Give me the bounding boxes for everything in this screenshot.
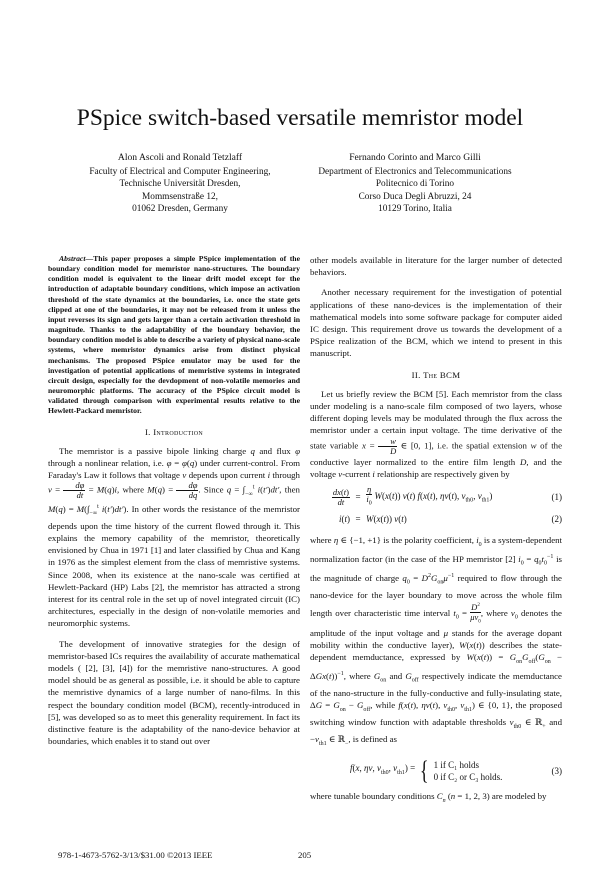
abstract-text: —This paper proposes a simple PSpice implementation of the boundary condition model for memristor nano-structures. The boundary condition model is equivalent to the linear drift model except for the introduction of adaptable boundary conditions, which impose an activation threshold of the state dynamics at the boundaries, i.e. once the state gets clipped at one of the boundaries, it may not be released from it unless the input reverses its sign and gets larger than a certain activation threshold in magnitude. Thanks to the adaptability of the boundary behavior, the boundary condition model is able to describe a variety of physical nano-scale systems, where memristor dynamics arise from distinct physical mechanisms. The proposed PSpice emulator may be used for the investigation of potential applications of memristive systems in integrated circuit design, especially for the devdopment of non-volatile memories and neuromorphic platforms. The accuracy of the PSpice circuit model is validated through comparison with experimental results relative to the Hewlett-Packard memristor. bbox=[48, 254, 300, 416]
affiliation-line: Technische Universität Dresden, bbox=[119, 179, 241, 190]
paper-title: PSpice switch-based versatile memristor model bbox=[76, 105, 524, 131]
author-names: Fernando Corinto and Marco Gilli bbox=[349, 152, 481, 163]
affiliation-line: 01062 Dresden, Germany bbox=[132, 204, 228, 215]
section-title: Introduction bbox=[153, 426, 204, 437]
left-column bbox=[48, 254, 300, 747]
affiliation-line: Faculty of Electrical and Computer Engineering, bbox=[89, 166, 271, 177]
right-paragraph-1: other models available in literature for the larger number of detected behaviors. bbox=[310, 255, 562, 278]
equation-3-case-1: 1 if C₁ holds bbox=[433, 759, 480, 770]
affiliation-line: Mommsenstraße 12, bbox=[142, 191, 218, 202]
intro-paragraph-2: The development of innovative strategies for the design of memristor-based ICs requires the availability of accurate mathematical models ( [2], [3], [4]) for the memristive nano-structures. A good model should be as general as possible, i.e. it should be able to capture the memristive dynamics of a large number of nano-films. In this respect the boundary condition model (BCM), recently-introduced in [5], was developed so as to meet this generality requirement. In fact its distinctive feature is the adaptability of the nano-device behavior at boundaries, which enables it to stand out over bbox=[48, 638, 300, 747]
equation-1: $\frac{dx(t)}{dt}$ = $\frac{\eta}{i_0}$ W(x(t)) v(t) f(x(t), ηv(t), $v_{th0}$, $v_{th1}$) (1) bbox=[332, 484, 562, 507]
bcm-paragraph-2: where η ∈ {−1, +1} is the polarity coefficient, $i_0$ is a system-dependent normalization factor (in the case of the HP memristor [2] $i_0 = q_0t_0^{-1}$ is the magnitude of charge $q_0 = D^2G_{on}\mu^{-1}$ required to flow through the nano-device for the layer boundary to move across the whole film length over characteristic time interval $t_0$ = $\frac{D^2}{\mu v_0}$ , where $v_0$ denotes the amplitude of the input voltage and μ stands for the average dopant mobility within the conductive layer), W(x(t)) describes the state-dependent memductance, expressed by $W(x(t)) = G_{on}G_{off}(G_{on} - \Delta Gx(t))^{-1}$, where $G_{on}$ and $G_{off}$ respectively indicate the memductance of the nano-structure in the fully-conductive and fully-insulating state, $\Delta G = G_{on} - G_{off}$, while f(x(t), ηv(t), $v_{th0}$, $v_{th1}$) ∈ {0, 1}, the proposed switching window function with adaptable thresholds $v_{th0}$ ∈ ℝ$_+$ and $-v_{th1}$ ∈ ℝ$_-$, is defined as bbox=[310, 535, 563, 747]
intro-paragraph-1: The memristor is a passive bipole linking charge q and flux φ through a nonlinear relation, i.e. φ = φ(q) under current-control. From Faraday's Law it follows that voltage v depends upon current i through v = $\frac{d\varphi}{dt}$ = M(q)i, where M(q) = $\frac{d\varphi}{dq}$ . Since $q = \int_{-\infty}^t$ i(t′)dt′, then $M(q) = M(\int_{-\infty}^t$ i(t′)dt′). In other words the resistance of the memristor depends upon the time history of the current flowed through it. This explains the memory capability of the memristor, theoretically envisioned by Chua in 1971 [1] and later classified by Chua and Kang in 1976 as the simplest element from the class of memristive systems. Since 2008, when its existence at the nano-scale was certified at Hewlett-Packard (HP) Labs [2], the memristor has attracted a strong interest for its central role in the set up of novel integrated circuit (IC) architectures, especially in the design of non-volatile memories and neuromorphic systems. bbox=[48, 445, 300, 629]
section-number: II. bbox=[411, 369, 421, 380]
abstract-lead: Abstract bbox=[59, 254, 86, 263]
equation-3: f(x, ηv, $v_{th0}$, $v_{th1}$) = { 1 if C₁ holds 0 if C₂ or C₃ holds. (3) bbox=[350, 755, 562, 785]
section-title: The BCM bbox=[423, 369, 461, 380]
author-block-left bbox=[55, 152, 305, 216]
equation-number: (3) bbox=[551, 765, 562, 776]
right-paragraph-2: Another necessary requirement for the investigation of potential applications of these nano-devices is the implementation of their mathematical models into some software package for computer aided IC design. This requirement drove us towards the development of a PSpice realization of the BCM, which we intend to present in this manuscript. bbox=[310, 287, 562, 359]
equation-number: (1) bbox=[551, 491, 562, 502]
page-number: 205 bbox=[298, 850, 312, 860]
affiliation-line: 10129 Torino, Italia bbox=[378, 204, 452, 215]
abstract bbox=[48, 254, 300, 417]
copyright-footer: 978-1-4673-5762-3/13/$31.00 ©2013 IEEE bbox=[58, 850, 213, 860]
section-heading-introduction bbox=[48, 426, 300, 438]
equation-3-case-2: 0 if C₂ or C₃ holds. bbox=[433, 771, 503, 782]
equation-2: i(t) = W(x(t)) v(t) (2) bbox=[338, 513, 562, 524]
affiliation-line: Politecnico di Torino bbox=[375, 179, 455, 190]
right-column bbox=[310, 254, 562, 807]
author-block-right bbox=[290, 152, 540, 216]
affiliation-line: Department of Electronics and Telecommunications bbox=[318, 166, 512, 177]
section-number: I. bbox=[144, 426, 151, 437]
equation-number: (2) bbox=[551, 513, 562, 524]
affiliation-line: Corso Duca Degli Abruzzi, 24 bbox=[358, 191, 472, 202]
equations-1-2 bbox=[310, 486, 562, 530]
section-heading-bcm bbox=[310, 369, 562, 381]
author-names: Alon Ascoli and Ronald Tetzlaff bbox=[117, 152, 243, 163]
bcm-paragraph-3: where tunable boundary conditions $C_n$ (n = 1, 2, 3) are modeled by bbox=[310, 790, 547, 804]
bcm-paragraph-1: Let us briefly review the BCM [5]. Each memristor from the class under modeling is a nano-scale film composed of two layers, whose different doping levels may be modulated through the flux across the memristor under a certain input voltage. The time derivative of the state variable x = $\frac{w}{D}$ ∈ [0, 1], i.e. the spatial extension w of the conductive layer normalized to the entire film length D, and the voltage v-current i relationship are respectively given by bbox=[310, 388, 563, 479]
